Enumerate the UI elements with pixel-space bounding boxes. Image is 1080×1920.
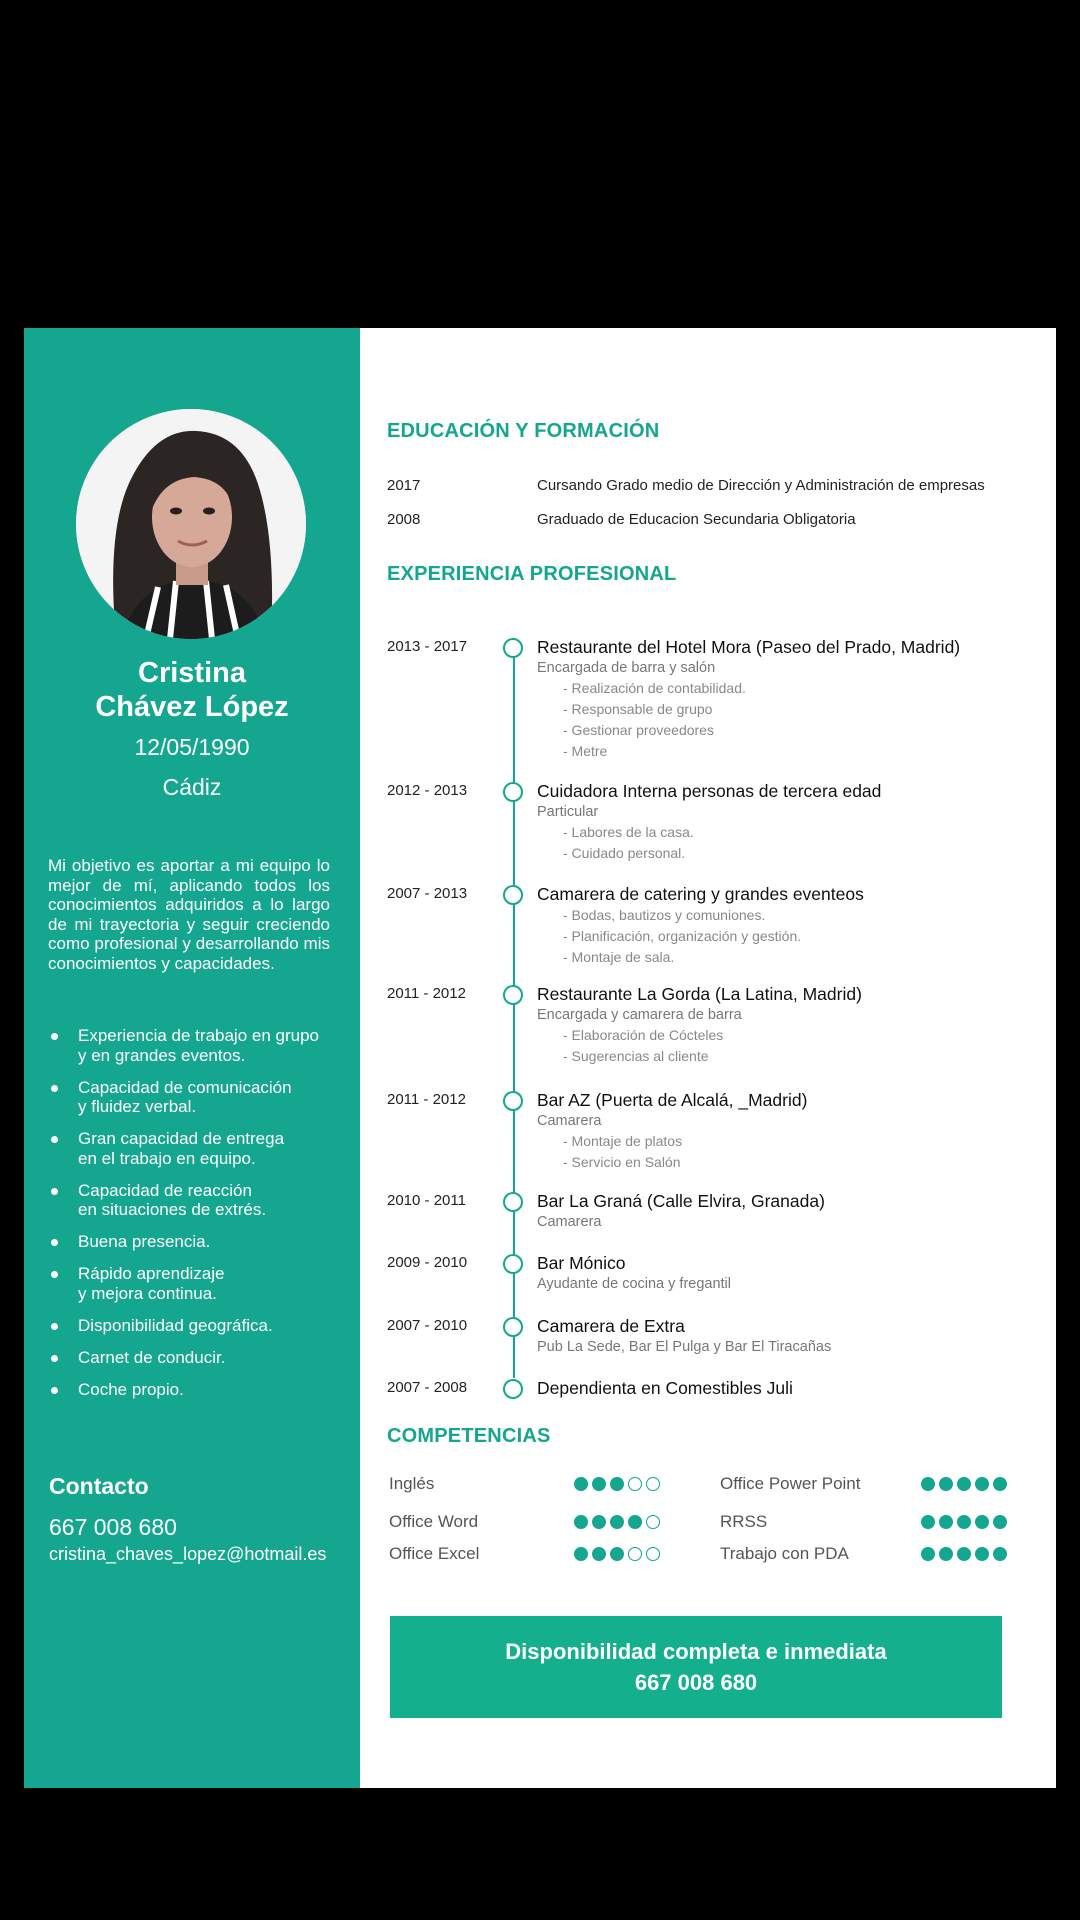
rating-empty-dot-icon <box>628 1547 642 1561</box>
rating-filled-dot-icon <box>610 1515 624 1529</box>
experience-task: - Responsable de grupo <box>563 701 713 717</box>
city: Cádiz <box>162 774 222 800</box>
rating-filled-dot-icon <box>628 1515 642 1529</box>
competency-rating <box>921 1547 1007 1561</box>
rating-filled-dot-icon <box>993 1547 1007 1561</box>
rating-filled-dot-icon <box>921 1515 935 1529</box>
experience-role: Ayudante de cocina y fregantil <box>537 1276 732 1292</box>
experience-title-text: Bar Mónico <box>537 1253 626 1273</box>
competency-rating <box>574 1477 660 1491</box>
experience-body <box>537 1190 1047 1232</box>
rating-filled-dot-icon <box>975 1515 989 1529</box>
experience-body <box>537 1089 1047 1173</box>
experience-dates: 2012 - 2013 <box>387 782 468 799</box>
competency-rating <box>921 1515 1007 1529</box>
skill-line: Capacidad de comunicación <box>78 1077 292 1097</box>
rating-empty-dot-icon <box>646 1547 660 1561</box>
rating-filled-dot-icon <box>574 1477 588 1491</box>
timeline-dot-icon <box>503 885 523 905</box>
contact-title: Contacto <box>49 1473 149 1499</box>
experience-task: - Bodas, bautizos y comuniones. <box>563 907 766 923</box>
experience-dates: 2010 - 2011 <box>387 1192 466 1209</box>
experience-body <box>537 780 1047 864</box>
rating-filled-dot-icon <box>610 1477 624 1491</box>
skill-line: y en grandes eventos. <box>78 1045 246 1065</box>
skill-item <box>48 1129 348 1168</box>
resume-sheet <box>24 328 1056 1788</box>
rating-filled-dot-icon <box>921 1477 935 1491</box>
experience-body <box>537 883 1047 968</box>
first-name: Cristina <box>138 657 246 689</box>
rating-filled-dot-icon <box>574 1547 588 1561</box>
timeline-dot-icon <box>503 782 523 802</box>
skill-item <box>48 1181 348 1220</box>
rating-filled-dot-icon <box>957 1477 971 1491</box>
rating-filled-dot-icon <box>975 1547 989 1561</box>
skill-line: en el trabajo en equipo. <box>78 1148 256 1168</box>
skill-item <box>48 1078 348 1117</box>
experience-task: - Sugerencias al cliente <box>563 1048 709 1064</box>
experience-title-text: Cuidadora Interna personas de tercera edad <box>537 781 882 801</box>
education-year: 2008 <box>387 511 421 528</box>
experience-role: Camarera <box>537 1214 602 1230</box>
skills-list <box>48 1026 348 1412</box>
education-desc: Graduado de Educacion Secundaria Obligatoria <box>537 511 856 528</box>
competency-rating <box>574 1515 660 1529</box>
portrait-image <box>76 409 306 639</box>
experience-task: - Montaje de sala. <box>563 949 675 965</box>
rating-filled-dot-icon <box>939 1547 953 1561</box>
rating-filled-dot-icon <box>993 1515 1007 1529</box>
competency-name: Office Power Point <box>720 1474 861 1493</box>
experience-task: - Metre <box>563 743 608 759</box>
competency-name: Trabajo con PDA <box>720 1544 849 1563</box>
skill-line: Rápido aprendizaje <box>78 1264 225 1283</box>
experience-title: EXPERIENCIA PROFESIONAL <box>387 563 677 585</box>
timeline-dot-icon <box>503 1192 523 1212</box>
experience-dates: 2013 - 2017 <box>387 638 468 655</box>
competency-name: RRSS <box>720 1512 768 1531</box>
skill-item <box>48 1264 348 1303</box>
skill-line: Capacidad de reacción <box>78 1180 252 1200</box>
education-title: EDUCACIÓN Y FORMACIÓN <box>387 420 660 442</box>
experience-dates: 2011 - 2012 <box>387 1091 466 1108</box>
rating-filled-dot-icon <box>993 1477 1007 1491</box>
experience-body <box>537 1252 1047 1294</box>
experience-title-text: Restaurante del Hotel Mora (Paseo del Prado, Madrid) <box>537 637 961 657</box>
experience-dates: 2011 - 2012 <box>387 985 466 1002</box>
experience-task: - Montaje de platos <box>563 1133 683 1149</box>
experience-dates: 2007 - 2013 <box>387 885 468 902</box>
experience-task: - Labores de la casa. <box>563 824 694 840</box>
competency-name: Office Word <box>389 1512 479 1531</box>
competency-rating <box>574 1547 660 1561</box>
timeline-dot-icon <box>503 638 523 658</box>
timeline-dot-icon <box>503 1091 523 1111</box>
experience-body <box>537 983 1047 1067</box>
rating-filled-dot-icon <box>957 1515 971 1529</box>
timeline-dot-icon <box>503 1379 523 1399</box>
competency-name: Office Excel <box>389 1544 480 1563</box>
skill-line: Experiencia de trabajo en grupo <box>78 1026 319 1045</box>
education-desc: Cursando Grado medio de Dirección y Administración de empresas <box>537 477 985 494</box>
banner-line-1: Disponibilidad completa e inmediata <box>505 1639 887 1664</box>
experience-role: Encargada y camarera de barra <box>537 1007 742 1023</box>
experience-body <box>537 1377 1047 1399</box>
rating-empty-dot-icon <box>646 1477 660 1491</box>
skill-line: en situaciones de extrés. <box>78 1200 267 1219</box>
timeline-dot-icon <box>503 1254 523 1274</box>
rating-filled-dot-icon <box>939 1515 953 1529</box>
birthdate: 12/05/1990 <box>134 734 250 760</box>
education-year: 2017 <box>387 477 421 494</box>
experience-task: - Realización de contabilidad. <box>563 680 746 696</box>
availability-banner <box>390 1616 1002 1718</box>
rating-filled-dot-icon <box>592 1477 606 1491</box>
skill-line: Coche propio. <box>78 1379 184 1399</box>
rating-empty-dot-icon <box>628 1477 642 1491</box>
experience-task: - Planificación, organización y gestión. <box>563 928 802 944</box>
rating-filled-dot-icon <box>592 1547 606 1561</box>
skill-item <box>48 1348 348 1368</box>
experience-role: Pub La Sede, Bar El Pulga y Bar El Tiracañas <box>537 1339 832 1355</box>
skill-item <box>48 1380 348 1400</box>
experience-body <box>537 636 1047 762</box>
rating-filled-dot-icon <box>957 1547 971 1561</box>
rating-filled-dot-icon <box>939 1477 953 1491</box>
experience-body <box>537 1315 1047 1357</box>
skill-line: Carnet de conducir. <box>78 1347 226 1367</box>
last-name: Chávez López <box>95 691 289 723</box>
timeline-dot-icon <box>503 985 523 1005</box>
skill-item <box>48 1232 348 1252</box>
rating-filled-dot-icon <box>921 1547 935 1561</box>
skill-line: Gran capacidad de entrega <box>78 1129 285 1148</box>
experience-title-text: Restaurante La Gorda (La Latina, Madrid) <box>537 984 862 1004</box>
experience-dates: 2007 - 2010 <box>387 1317 468 1334</box>
experience-title-text: Bar La Graná (Calle Elvira, Granada) <box>537 1191 825 1211</box>
experience-title-text: Camarera de catering y grandes eventeos <box>537 884 864 904</box>
experience-title-text: Dependienta en Comestibles Juli <box>537 1378 793 1398</box>
objective-text: Mi objetivo es aportar a mi equipo lo mejor de mí, aplicando todos los conocimientos adquiridos a lo largo de mi trayectoria y seguir creciendo como profesional y desarrollando mis conocimientos y capacidades. <box>48 856 330 973</box>
experience-role: Particular <box>537 804 599 820</box>
skill-line: Buena presencia. <box>78 1232 211 1251</box>
experience-task: - Servicio en Salón <box>563 1154 681 1170</box>
skill-line: y fluidez verbal. <box>78 1097 197 1116</box>
experience-title-text: Bar AZ (Puerta de Alcalá, _Madrid) <box>537 1090 808 1110</box>
experience-role: Camarera <box>537 1113 602 1129</box>
rating-filled-dot-icon <box>975 1477 989 1491</box>
timeline-dot-icon <box>503 1317 523 1337</box>
rating-filled-dot-icon <box>574 1515 588 1529</box>
skill-item <box>48 1316 348 1336</box>
experience-dates: 2007 - 2008 <box>387 1379 468 1396</box>
competency-rating <box>921 1477 1007 1491</box>
skill-line: Disponibilidad geográfica. <box>78 1315 273 1335</box>
profile-photo <box>76 409 306 639</box>
competency-name: Inglés <box>389 1474 435 1493</box>
experience-title-text: Camarera de Extra <box>537 1316 685 1336</box>
experience-task: - Cuidado personal. <box>563 845 686 861</box>
skill-item <box>48 1026 348 1065</box>
rating-filled-dot-icon <box>610 1547 624 1561</box>
sidebar <box>24 328 360 1788</box>
banner-phone: 667 008 680 <box>634 1670 758 1695</box>
rating-filled-dot-icon <box>592 1515 606 1529</box>
competencies-title: COMPETENCIAS <box>387 1425 551 1447</box>
experience-task: - Elaboración de Cócteles <box>563 1027 724 1043</box>
experience-role: Encargada de barra y salón <box>537 660 716 676</box>
contact-email: cristina_chaves_lopez@hotmail.es <box>49 1544 327 1564</box>
contact-phone: 667 008 680 <box>49 1514 177 1540</box>
skill-line: y mejora continua. <box>78 1283 217 1303</box>
experience-task: - Gestionar proveedores <box>563 722 714 738</box>
rating-empty-dot-icon <box>646 1515 660 1529</box>
experience-dates: 2009 - 2010 <box>387 1254 468 1271</box>
